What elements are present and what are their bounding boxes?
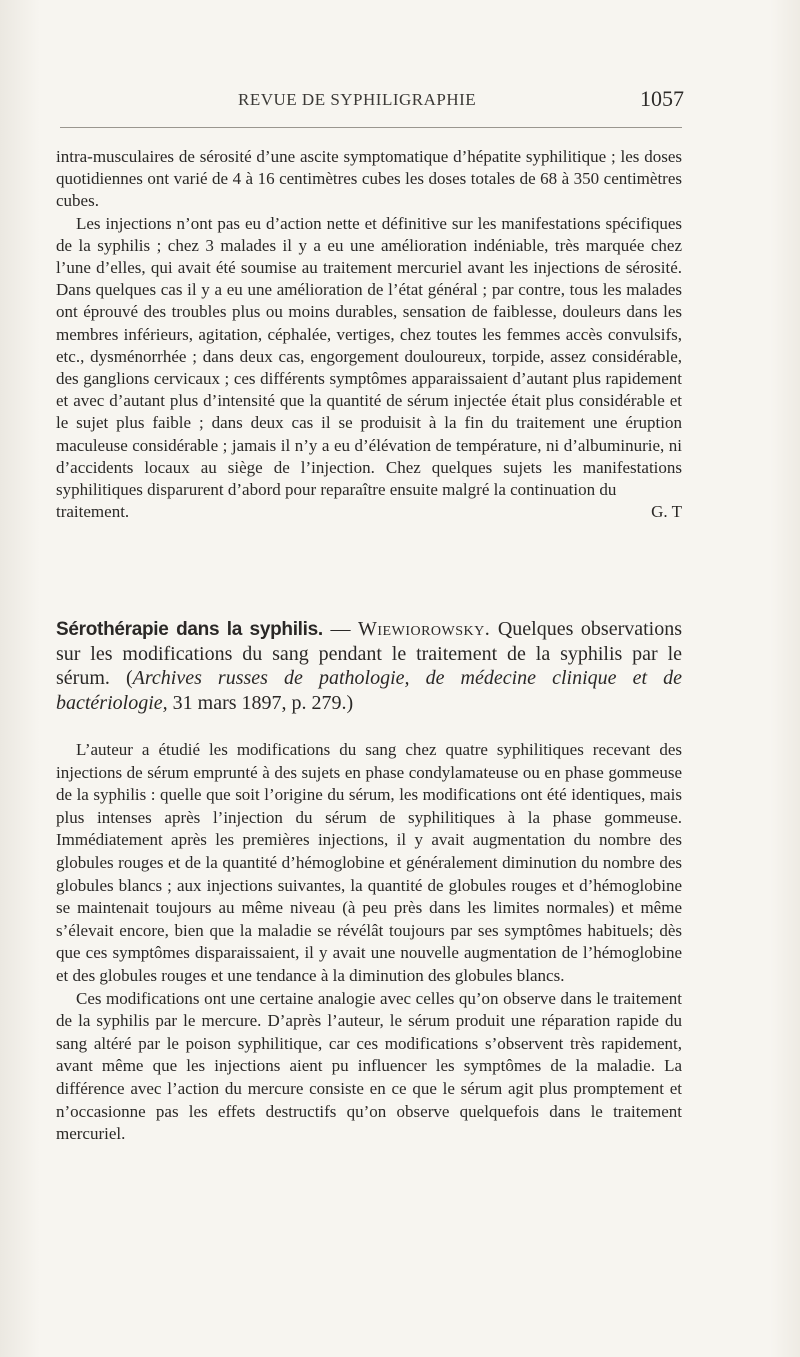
- article-subject: Quelques observations sur les modifications du sang pendant le traitement de la syphilis par le sérum. (: [56, 618, 683, 690]
- page-number: 1057: [640, 86, 684, 111]
- paragraph: Ces modifications ont une certaine analogie avec celles qu’on observe dans le traitement de la syphilis par le mercure. D’après l’auteur, le sérum produit une réparation rapide du sang altéré par le poison syphilitique, car ces modifications s’observent très rapidement, avant même que les injections aient pu influencer les symptômes de la maladie. La différence avec l’action du mercure consiste en ce que le sérum agit plus promptement et n’occasionne pas les effets destructifs qu’on observe quelquefois dans le traitement mercuriel.: [56, 988, 682, 1144]
- header-rule: [60, 127, 682, 128]
- heading-dash: —: [322, 618, 359, 640]
- paragraph: L’auteur a étudié les modifications du sang chez quatre syphilitiques recevant des injections de sérum emprunté à des sujets en phase condylamateuse ou en phase gommeuse de la syphilis : quelle que soit l’origine du sérum, les modifications ont été identiques, mais plus intenses après l’injection du sérum de syphilitiques à la phase gommeuse. Immédiatement après les premières injections, il y avait augmentation du nombre des globules rouges et de la quantité d’hémoglobine et généralement diminution du nombre des globules blancs ; aux injections suivantes, la quantité de globules rouges et d’hémoglobine se maintenait toujours au même niveau (à peu près dans les limites normales) et même s’élevait encore, bien que la maladie se révélât toujours par ses symptômes habituels; dès que ces symptômes disparaissaient, il y avait une nouvelle augmentation de l’hémoglobine et des globules rouges et une tendance à la diminution des globules blancs.: [56, 740, 682, 985]
- article-author: Wiewiorowsky.: [358, 618, 491, 640]
- paragraph: Les injections n’ont pas eu d’action nette et définitive sur les manifestations spécifiques de la syphilis ; chez 3 malades il y a eu une amélioration indéniable, très marquée chez l’une d’elles, qui avait été soumise au traitement mercuriel avant les injections de sérosité. Dans quelques cas il y a eu une amélioration de l’état général ; par contre, tous les malades ont éprouvé des troubles plus ou moins durables, sensation de faiblesse, douleurs dans les membres inférieurs, agitation, céphalée, vertiges, chez toutes les femmes accès convulsifs, etc., dysménorrhée ; dans deux cas, engorgement douloureux, torpide, assez considérable, des ganglions cervicaux ; ces différents symptômes apparaissaient d’autant plus rapidement et avec d’autant plus d’intensité que la quantité de sérum injectée était plus considérable et le sujet plus faible ; dans deux cas il se produisit à la fin du traitement une éruption maculeuse considérable ; jamais il n’y a eu d’élévation de température, ni d’albuminurie, ni d’accidents locaux au siège de l’injection. Chez quelques sujets les manifestations syphilitiques disparurent d’abord pour reparaître ensuite malgré la continuation du: [56, 213, 682, 500]
- running-title: REVUE DE SYPHILIGRAPHIE: [238, 90, 477, 109]
- journal-name: Archives russes de pathologie, de médecine clinique et de bactériologie,: [56, 667, 683, 714]
- page-header: [238, 88, 684, 118]
- article-title: Sérothérapie dans la syphilis.: [56, 619, 323, 640]
- journal-citation: 31 mars 1897, p. 279.): [167, 691, 354, 714]
- closing-text: traitement.: [56, 502, 130, 522]
- paragraph: intra-musculaires de sérosité d’une ascite symptomatique d’hépatite syphilitique ; les doses quotidiennes ont varié de 4 à 16 centimètres cubes les doses totales de 68 à 350 centimètres cubes.: [56, 147, 682, 211]
- article-heading: [56, 617, 682, 715]
- closing-line: [56, 501, 682, 523]
- article-body: [56, 739, 682, 1146]
- continued-article: [56, 146, 682, 523]
- signature: G. T: [651, 502, 682, 522]
